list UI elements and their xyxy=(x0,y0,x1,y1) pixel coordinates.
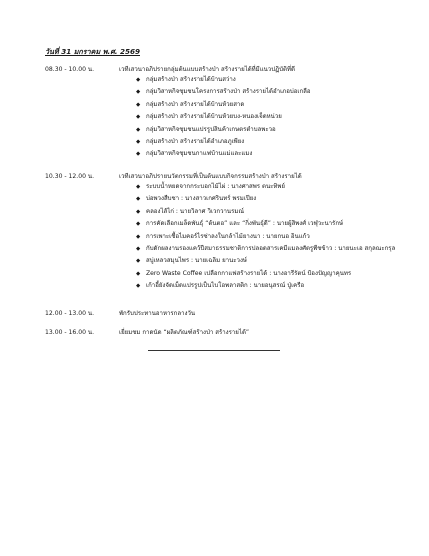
list-item xyxy=(136,111,395,123)
list-item-text: ระบบน้ำหยดจากกระบอกไม้ไผ่ : นางศาสพร ตนะทิพย์ xyxy=(146,183,285,190)
list-item xyxy=(136,218,395,230)
session-row xyxy=(45,172,395,181)
session-time: 12.00 - 13.00 น. xyxy=(45,310,95,317)
session-items xyxy=(45,181,395,293)
session-row xyxy=(45,328,395,337)
diamond-bullet-icon: ◆ xyxy=(136,101,141,108)
list-item-text: การเพาะเชื้อไมคอร์ไรซ่าลงในกล้าไม้ยางนา : นายกนอ อินแก้ว xyxy=(146,232,310,240)
list-item-text: Zero Waste Coffee เปลือกกาแฟสร้างรายได้ : นางอารีรัตน์ ป้องปัญญาคุนทร xyxy=(146,269,352,277)
diamond-bullet-icon: ◆ xyxy=(136,139,141,146)
list-item-text: กลุ่มวิสาหกิจชุมชนกาแฟบ้านแม่และแมง xyxy=(146,150,253,158)
diamond-bullet-icon: ◆ xyxy=(136,114,141,121)
list-item-text: กลุ่มสร้างป่า สร้างรายได้บ้านสว่าง xyxy=(146,76,236,83)
list-item xyxy=(136,74,395,86)
list-item xyxy=(136,243,395,255)
session-activity: เวทีเสวนาอภิปรายกลุ่มต้นแบบสร้างป่า สร้างรายได้ที่มีแนวปฏิบัติที่ดี xyxy=(119,66,295,73)
session-items xyxy=(45,74,395,161)
list-item xyxy=(136,280,395,292)
list-item xyxy=(136,86,395,98)
list-item-text: คลองไส้ไก่ : นายวิลาศ วิเวกวานรมณ์ xyxy=(146,207,245,215)
list-item-text: กับดักผลงานรองแคว้ปีสมาธรรมชาติการปลอดสารเคมีแมลงศัตรูพืชข้าว : นายนะเอ สกุลณะกรุล xyxy=(146,245,396,253)
diamond-bullet-icon: ◆ xyxy=(136,246,141,253)
list-item-text: กลุ่มสร้างป่า สร้างรายได้บ้านห้วยสาด xyxy=(146,100,245,108)
session-activity: เยี่ยมชม กาดนัด “ผลิตภัณฑ์สร้างป่า สร้างรายได้” xyxy=(119,329,250,336)
diamond-bullet-icon: ◆ xyxy=(136,89,141,96)
list-item-text: สบู่เหลวสมุนไพร : นายเฉลิม ยานะวงษ์ xyxy=(146,257,247,265)
closing-divider xyxy=(148,350,280,351)
list-item-text: บ่อพวงสืบชา : นางสาวเกศรินทร์ พรมเปียง xyxy=(146,195,257,203)
session-time: 13.00 - 16.00 น. xyxy=(45,329,95,336)
list-item-text: กลุ่มวิสาหกิจชุมชนโครงการสร้างป่า สร้างรายได้อำเภอบ่อเกลือ xyxy=(146,88,311,96)
schedule-session-1 xyxy=(45,65,395,161)
diamond-bullet-icon: ◆ xyxy=(136,184,141,190)
diamond-bullet-icon: ◆ xyxy=(136,208,141,215)
session-row xyxy=(45,309,395,318)
diamond-bullet-icon: ◆ xyxy=(136,196,141,203)
session-row xyxy=(45,65,395,74)
session-time: 08.30 - 10.00 น. xyxy=(45,66,95,73)
list-item xyxy=(136,136,395,148)
list-item xyxy=(136,124,395,136)
diamond-bullet-icon: ◆ xyxy=(136,283,141,290)
session-time: 10.30 - 12.00 น. xyxy=(45,173,95,180)
schedule-session-4 xyxy=(45,328,395,337)
list-item xyxy=(136,206,395,218)
session-activity: เวทีเสวนาอภิปรายนวัตกรรมที่เป็นต้นแบบกิจกรรมสร้างป่า สร้างรายได้ xyxy=(119,173,302,180)
diamond-bullet-icon: ◆ xyxy=(136,126,141,133)
list-item xyxy=(136,268,395,280)
list-item-text: เก้าอี้ยังจัดเม็ดแปรรูปเป็นไบโอพลาสติก : นายอนุสรณ์ ปู่เครือ xyxy=(146,282,305,290)
list-item-text: กลุ่มสร้างป่า สร้างรายได้บ้านห้วยบง-หนองเจ็ดหน่วย xyxy=(146,113,282,121)
diamond-bullet-icon: ◆ xyxy=(136,221,141,228)
list-item xyxy=(136,231,395,243)
diamond-bullet-icon: ◆ xyxy=(136,151,141,158)
schedule-session-3 xyxy=(45,309,395,318)
list-item xyxy=(136,181,395,193)
diamond-bullet-icon: ◆ xyxy=(136,77,141,83)
diamond-bullet-icon: ◆ xyxy=(136,270,141,277)
date-heading: วันที่ 31 มกราคม พ.ศ. 2569 xyxy=(45,47,140,56)
diamond-bullet-icon: ◆ xyxy=(136,233,141,240)
list-item xyxy=(136,148,395,160)
list-item xyxy=(136,255,395,267)
list-item-text: การคัดเลือกเมล็ดพันธุ์ “ต้นตอ” และ “กิ่งพันธุ์ดี” : นายผู้สิพงศ์ เวฬุวะนารักษ์ xyxy=(146,220,344,228)
list-item-text: กลุ่มวิสาหกิจชุมชนแปรรูปสินค้าเกษตรตำบลพะวอ xyxy=(146,125,276,133)
list-item-text: กลุ่มสร้างป่า สร้างรายได้อำเภอภูเพียง xyxy=(146,138,245,146)
diamond-bullet-icon: ◆ xyxy=(136,258,141,265)
list-item xyxy=(136,193,395,205)
schedule-session-2 xyxy=(45,172,395,293)
session-activity: พักรับประทานอาหารกลางวัน xyxy=(119,310,196,317)
list-item xyxy=(136,99,395,111)
